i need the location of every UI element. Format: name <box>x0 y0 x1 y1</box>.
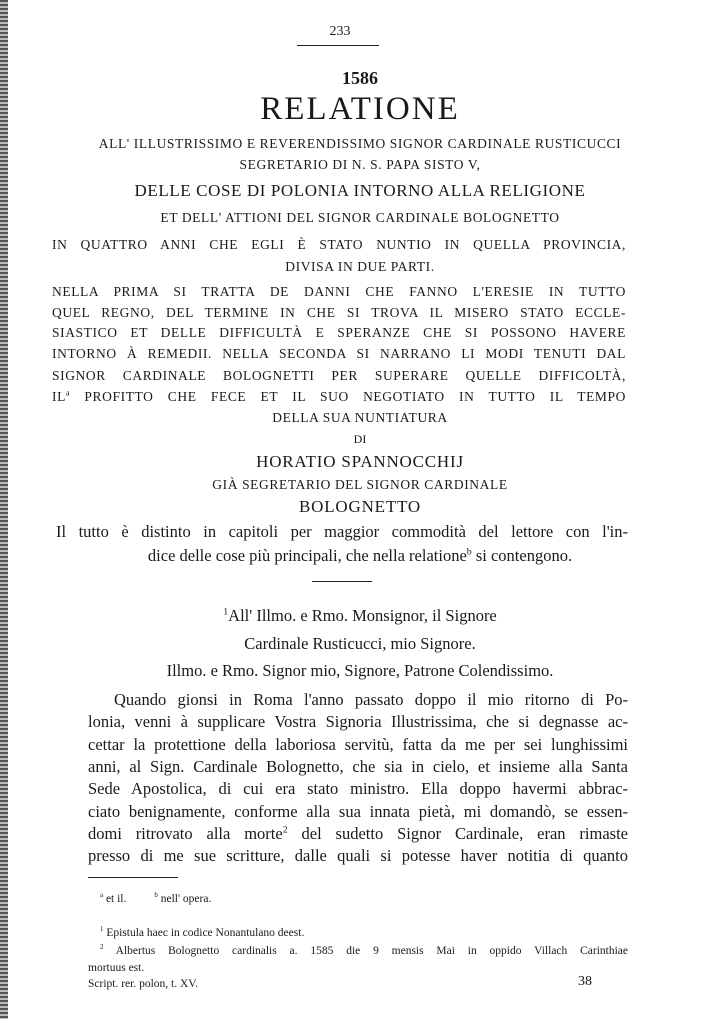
footnote-b: $^b$ nell' opera. <box>154 892 212 905</box>
summary-line: SIGNOR CARDINALE BOLOGNETTI PER SUPERARE QUELLE DIFFICOLTÀ, <box>52 368 626 383</box>
subtitle-line: IN QUATTRO ANNI CHE EGLI È STATO NUNTIO IN QUELLA PROVINCIA, <box>52 237 626 252</box>
footnote-2-continuation: mortuus est. <box>88 962 145 974</box>
body-line: domi ritrovato alla morte$^2$ del sudetto Signor Cardinale, eran rimaste <box>88 824 628 843</box>
letter-footnotes <box>100 892 211 905</box>
address-line: Illmo. e Rmo. Signor mio, Signore, Patrone Colendissimo. <box>166 661 554 680</box>
footnote-2: $^2$ Albertus Bolognetto cardinalis a. 1585 die 9 mensis Mai in oppido Villach Carinthiae <box>100 944 628 957</box>
address-line: $^1$All' Illmo. e Rmo. Monsignor, il Signore <box>223 606 497 625</box>
signature-line: Script. rer. polon, t. XV. <box>88 978 198 990</box>
footnote-marker: 1 <box>223 606 229 618</box>
summary-line: DELLA SUA NUNTIATURA <box>272 410 448 425</box>
intro-line: dice delle cose più principali, che nella relatione$^b$ si contengono. <box>147 546 573 565</box>
author-patron: BOLOGNETTO <box>299 497 421 516</box>
footnote-marker: 2 <box>282 824 288 836</box>
subtitle-line: ALL' ILLUSTRISSIMO E REVERENDISSIMO SIGNOR CARDINALE RUSTICUCCI <box>98 136 622 151</box>
year: 1586 <box>342 68 378 88</box>
body-line: presso di me sue scritture, dalle quali si potesse haver notitia di quanto <box>88 846 628 865</box>
summary-line <box>52 388 626 405</box>
author-name: HORATIO SPANNOCCHIJ <box>256 452 464 471</box>
footnote-a: $^a$ et il. <box>100 892 127 905</box>
section-divider <box>312 581 372 582</box>
footnote-marker: a <box>65 388 71 397</box>
body-line: anni, al Sign. Cardinale Bolognetto, che sia in cielo, et insieme alla Santa <box>88 757 628 776</box>
subtitle-line: ET DELL' ATTIONI DEL SIGNOR CARDINALE BOLOGNETTO <box>160 210 560 225</box>
page-number: 233 <box>329 24 351 39</box>
summary-line: SIASTICO ET DELLE DIFFICULTÀ E SPERANZE CHE SI POSSONO HAVERE <box>52 325 626 340</box>
subtitle-line: DIVISA IN DUE PARTI. <box>285 259 435 274</box>
folio-number: 38 <box>578 974 592 989</box>
di-label: DI <box>353 432 367 446</box>
body-line: Sede Apostolica, di cui era stato ministro. Ella doppo havermi abbrac- <box>88 779 628 798</box>
body-line: ciato benignamente, conforme alla sua innata pietà, mi domandò, se essen- <box>88 802 628 821</box>
author-role: GIÀ SEGRETARIO DEL SIGNOR CARDINALE <box>212 477 508 492</box>
body-line: cettar la protettione della laboriosa servitù, fatta da me per sei lunghissimi <box>88 735 628 754</box>
subtitle-line: DELLE COSE DI POLONIA INTORNO ALLA RELIGIONE <box>134 181 586 200</box>
header-rule <box>297 45 379 46</box>
body-line: lonia, venni à supplicare Vostra Signoria Illustrissima, che si degnasse ac- <box>88 712 628 731</box>
body-line: Quando gionsi in Roma l'anno passato doppo il mio ritorno di Po- <box>114 690 628 709</box>
summary-line: INTORNO À REMEDII. NELLA SECONDA SI NARRANO LI MODI TENUTI DAL <box>52 346 626 361</box>
document-title: RELATIONE <box>260 91 460 127</box>
footnote-1: $^1$ Epistula haec in codice Nonantulano deest. <box>100 926 305 939</box>
summary-line: QUEL REGNO, DEL TERMINE IN CHE SI TROVA IL MISERO STATO ECCLE- <box>52 305 626 320</box>
intro-line: Il tutto è distinto in capitoli per maggior commodità del lettore con l'in- <box>56 522 628 541</box>
footnote-marker: b <box>466 546 472 558</box>
summary-line-text: $IL^a$ PROFITTO CHE FECE ET IL SUO NEGOTIATO IN TUTTO IL TEMPO <box>52 388 626 404</box>
subtitle-line: SEGRETARIO DI N. S. PAPA SISTO V, <box>239 157 481 172</box>
footnote-rule <box>88 877 178 878</box>
address-line: Cardinale Rusticucci, mio Signore. <box>244 634 476 653</box>
summary-line: NELLA PRIMA SI TRATTA DE DANNI CHE FANNO L'ERESIE IN TUTTO <box>52 284 626 299</box>
